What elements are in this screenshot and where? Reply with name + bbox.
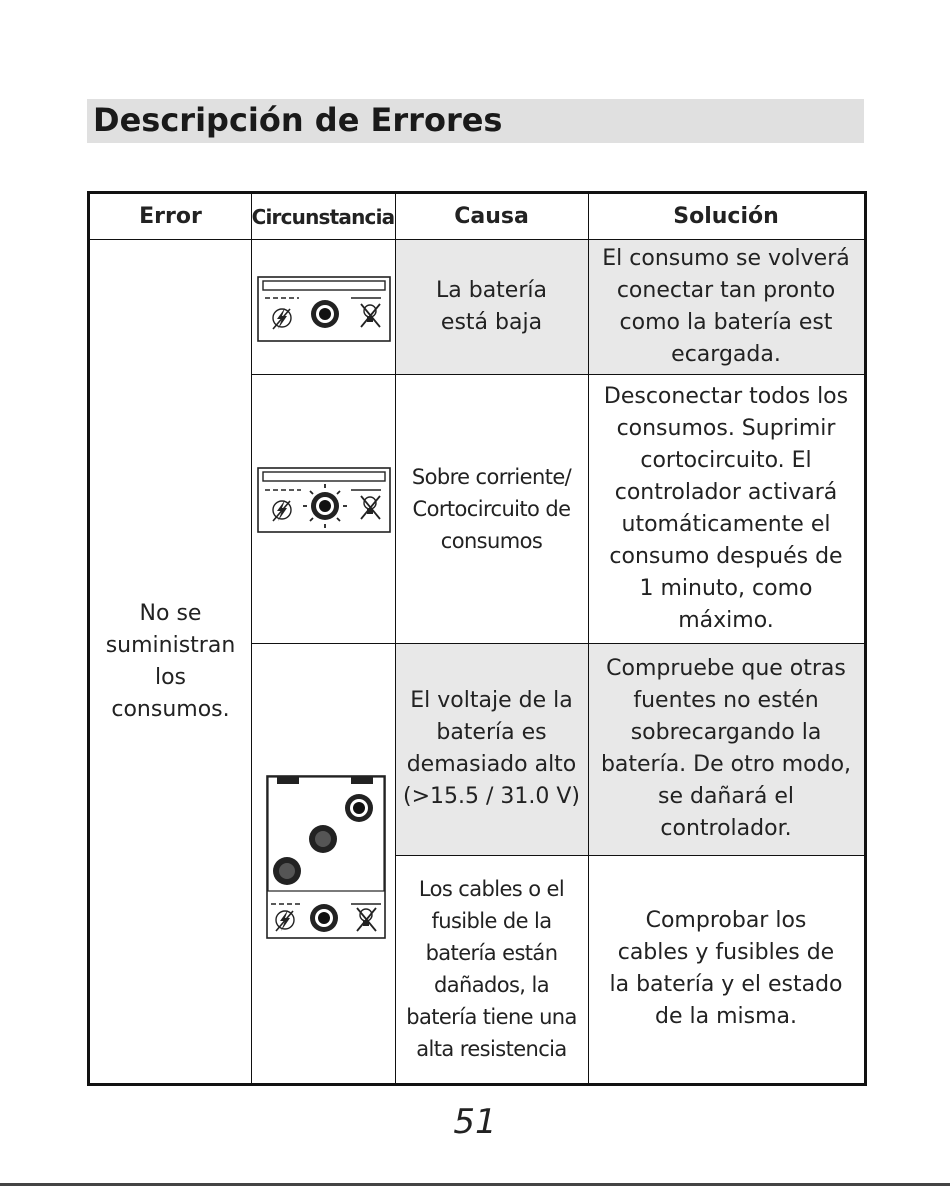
cause-low-battery: La batería está baja [436,278,547,335]
panel-overcurrent [257,462,393,536]
cause-damaged-cables: Los cables o el fusible de la batería están dañados, la batería tiene una alta resistencia [406,877,577,1061]
header-circumstance: Circunstancia [251,204,395,229]
error-description: No se suministran los consumos. [105,600,236,722]
solution-high-voltage: Compruebe que otras fuentes no estén sobrecargando la batería. De otro modo, se dañará el controlador. [600,656,852,841]
cause-overcurrent: Sobre corriente/ Cortocircuito de consumos [411,464,572,553]
led-circle-icon [273,857,301,885]
grid-line [395,855,864,856]
bottom-rule [0,1183,950,1186]
page-number: 51 [453,1102,497,1142]
grid-line [251,194,252,1083]
grid-line [588,194,589,1083]
solution-damaged-cables: Comprobar los cables y fusibles de la batería y el estado de la misma. [609,908,843,1029]
error-table [87,191,867,1086]
solution-low-battery: El consumo se volverá conectar tan pronto como la batería est ecargada. [602,246,850,367]
header-solution: Solución [673,204,779,229]
grid-line [395,194,396,1083]
panel-low-battery [257,276,393,344]
title-bar [87,99,864,143]
panel-battery-fault [265,774,389,940]
led-circle-icon [311,300,339,328]
grid-line [90,239,864,240]
led-circle-icon [309,825,337,853]
page-title: Descripción de Errores [93,101,503,139]
header-error: Error [139,204,202,229]
led-circle-icon [345,794,373,822]
header-cause: Causa [454,204,529,229]
cause-high-voltage: El voltaje de la batería es demasiado alto (>15.5 / 31.0 V) [402,688,580,809]
led-circle-icon [310,904,338,932]
grid-line [251,643,864,644]
solution-overcurrent: Desconectar todos los consumos. Suprimir cortocircuito. El controlador activará utomáticamente el consumo después de 1 minuto, como máximo. [603,383,849,633]
grid-line [251,374,864,375]
